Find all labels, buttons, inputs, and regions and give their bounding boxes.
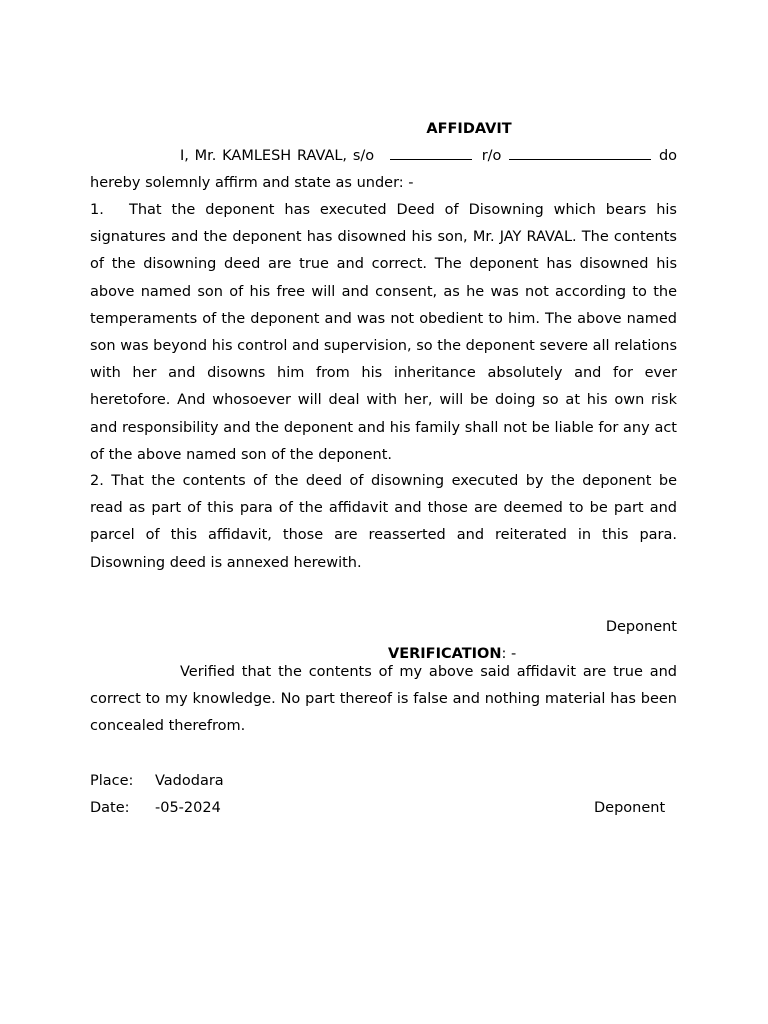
date-value: -05-2024 <box>155 800 221 816</box>
verification-suffix: : - <box>501 646 517 662</box>
place-line <box>90 772 224 790</box>
date-label: Date: <box>90 800 130 816</box>
document-title: AFFIDAVIT <box>426 121 512 137</box>
deponent-signature-label: Deponent <box>605 619 677 635</box>
paragraph-2 <box>90 468 677 577</box>
residence-blank <box>509 147 651 160</box>
verification-title: VERIFICATION <box>388 646 502 662</box>
paragraph-1-number: 1. <box>90 202 104 218</box>
place-label: Place: <box>90 773 134 789</box>
paragraph-1 <box>90 197 677 469</box>
intro-declarant: I, Mr. KAMLESH RAVAL, s/o <box>180 148 375 164</box>
intro-paragraph <box>90 143 677 197</box>
son-of-blank <box>390 147 472 160</box>
deponent-signature-label-bottom: Deponent <box>594 800 666 816</box>
intro-residence-label: r/o <box>481 148 502 164</box>
intro-affirmation: do hereby solemnly affirm and state as under: - <box>90 148 678 192</box>
paragraph-2-text: 2. That the contents of the deed of disowning executed by the deponent be read as part of this para of the affidavit and those are deemed to be part and parcel of this affidavit, those are reasserted and reiterated in this para. Disowning deed is annexed herewith. <box>90 473 677 571</box>
verification-text: Verified that the contents of my above said affidavit are true and correct to my knowledge. No part thereof is false and nothing material has been concealed therefrom. <box>90 664 677 735</box>
paragraph-1-text: That the deponent has executed Deed of Disowning which bears his signatures and the deponent has disowned his son, Mr. JAY RAVAL. The contents of the disowning deed are true and correct. The deponent has disowned his above named son of his free will and consent, as he was not according to the temperaments of the deponent and was not obedient to him. The above named son was beyond his control and supervision, so the deponent severe all relations with her and disowns him from his inheritance absolutely and for ever heretofore. And whosoever will deal with her, will be doing so at his own risk and responsibility and the deponent and his family shall not be liable for any act of the above named son of the deponent. <box>90 202 677 463</box>
date-line <box>90 799 221 817</box>
verification-paragraph <box>90 659 677 741</box>
place-value: Vadodara <box>155 773 224 789</box>
